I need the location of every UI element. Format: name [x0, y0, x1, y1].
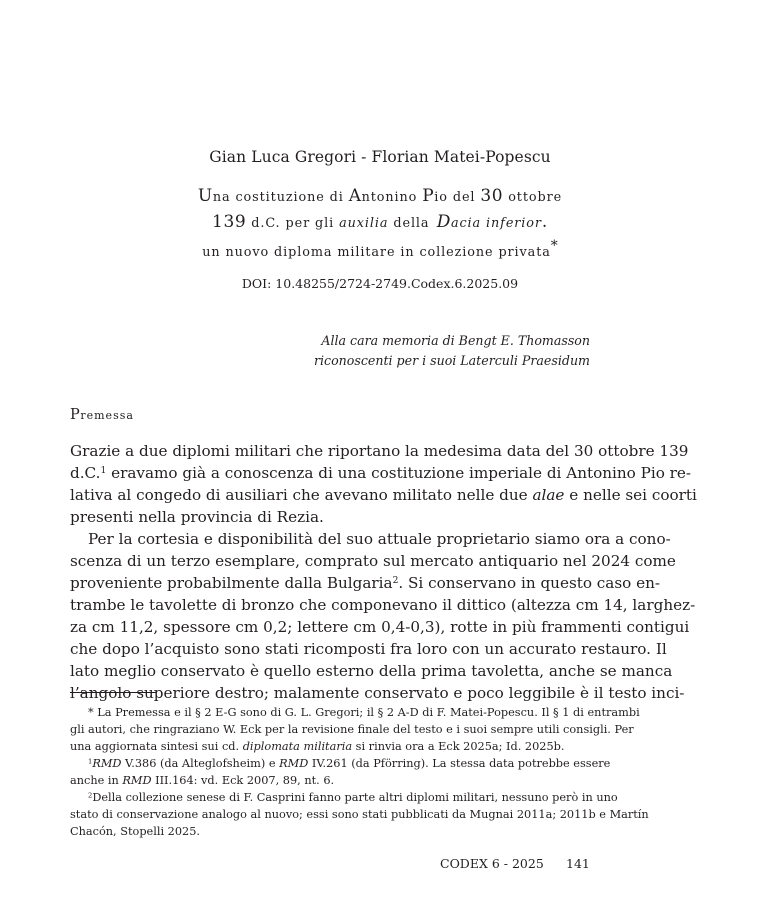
text-fragment: alae — [532, 486, 565, 504]
body-line — [70, 464, 692, 482]
text-fragment: eravamo già a conoscenza di una costituzione imperiale di Antonino Pio re- — [106, 464, 692, 482]
footnote-line: gli autori, che ringraziano W. Eck per la revisione finale del testo e i suoi sempre utili consigli. Per — [70, 723, 634, 736]
body-line — [70, 486, 697, 504]
text-fragment: RMD — [279, 757, 309, 770]
title-fragment: un nuovo diploma militare in collezione privata — [202, 245, 551, 260]
title-fragment: acia — [450, 216, 482, 231]
title-fragment: D — [436, 212, 451, 232]
footnote-ref: 1 — [100, 465, 107, 476]
title-fragment: U — [197, 186, 213, 206]
doi: DOI: 10.48255/2724-2749.Codex.6.2025.09 — [241, 276, 519, 291]
footnote-number: 2 — [88, 791, 93, 800]
title-fragment: per gli — [280, 216, 340, 231]
text-fragment: lativa al congedo di ausiliari che avevano militato nelle due — [70, 486, 533, 504]
title-footnote-marker: * — [550, 238, 558, 254]
title-fragment: P — [422, 186, 435, 206]
footnote-line — [70, 774, 600, 787]
text-fragment: . Si conservano in questo caso en- — [398, 574, 661, 592]
article-title-line-3 — [0, 238, 760, 261]
text-fragment: RMD — [122, 774, 152, 787]
title-fragment: . — [541, 212, 548, 232]
text-fragment: Della collezione senese di F. Casprini fanno parte altri diplomi militari, nessuno però in uno — [92, 791, 618, 804]
dedication-line-1: Alla cara memoria di Bengt E. Thomasson — [321, 333, 590, 348]
text-fragment: diplomata militaria — [242, 740, 353, 753]
footnote-line: * La Premessa e il § 2 E-G sono di G. L. Gregori; il § 2 A-D di F. Matei-Popescu. Il § 1 di entrambi — [88, 706, 640, 719]
heading-fragment: remessa — [80, 409, 134, 422]
body-line: Per la cortesia e disponibilità del suo attuale proprietario siamo ora a cono- — [88, 530, 671, 548]
title-fragment: d.C. — [246, 216, 281, 231]
footnote-ref: 2 — [392, 575, 399, 586]
text-fragment: RMD — [92, 757, 122, 770]
body-line: l’angolo superiore destro; malamente conservato e poco leggibile è il testo inci- — [70, 684, 685, 702]
footnote-line: Chacón, Stopelli 2025. — [70, 825, 201, 838]
title-fragment: 139 — [212, 212, 247, 232]
article-title-line-1 — [0, 186, 760, 206]
text-fragment: V.386 (da Alteglofsheim) e — [121, 757, 280, 770]
text-fragment: si rinvia ora a Eck 2025a; Id. 2025b. — [352, 740, 565, 753]
body-line: za cm 11,2, spessore cm 0,2; lettere cm 0,4-0,3), rotte in più frammenti contigui — [70, 618, 690, 636]
journal-name: CODEX 6 - 2025 — [440, 856, 544, 871]
title-fragment: A — [348, 186, 362, 206]
section-heading — [70, 407, 134, 423]
authors: Gian Luca Gregori - Florian Matei-Popescu — [209, 148, 551, 166]
footnote-separator — [70, 692, 156, 693]
text-fragment: proveniente probabilmente dalla Bulgaria — [70, 574, 393, 592]
footnote-number: 1 — [88, 757, 93, 766]
footnote-line — [70, 791, 618, 804]
title-fragment: io del — [434, 190, 481, 205]
title-fragment: auxilia — [339, 216, 389, 231]
text-fragment: III.164: vd. Eck 2007, 89, nt. 6. — [151, 774, 335, 787]
text-fragment: anche in — [70, 774, 123, 787]
text-fragment: una aggiornata sintesi sui cd. — [70, 740, 243, 753]
title-fragment: ottobre — [503, 190, 563, 205]
footnote-line — [70, 740, 600, 753]
body-line: presenti nella provincia di Rezia. — [70, 508, 324, 526]
title-fragment: inferior — [481, 216, 542, 231]
title-fragment: ntonino — [361, 190, 423, 205]
body-line: trambe le tavolette di bronzo che componevano il dittico (altezza cm 14, larghez- — [70, 596, 696, 614]
text-fragment: IV.261 (da Pförring). La stessa data potrebbe essere — [308, 757, 611, 770]
footnote-line: stato di conservazione analogo al nuovo; essi sono stati pubblicati da Mugnai 2011a; 2011b e Martín — [70, 808, 649, 821]
title-fragment: della — [388, 216, 435, 231]
text-fragment: d.C. — [70, 464, 101, 482]
title-fragment: 30 — [480, 186, 504, 206]
footnote-line — [70, 757, 611, 770]
body-line: lato meglio conservato è quello esterno della prima tavoletta, anche se manca — [70, 662, 673, 680]
page-number: 141 — [566, 856, 590, 871]
body-line: Grazie a due diplomi militari che riportano la medesima data del 30 ottobre 139 — [70, 442, 689, 460]
dedication-line-2: riconoscenti per i suoi Laterculi Praesidum — [314, 353, 590, 368]
body-line — [70, 574, 661, 592]
title-fragment: na costituzione di — [212, 190, 349, 205]
text-fragment: e nelle sei coorti — [564, 486, 697, 504]
body-line: scenza di un terzo esemplare, comprato sul mercato antiquario nel 2024 come — [70, 552, 676, 570]
body-line: che dopo l’acquisto sono stati ricomposti fra loro con un accurato restauro. Il — [70, 640, 667, 658]
article-title-line-2 — [0, 212, 760, 232]
heading-fragment: P — [70, 407, 81, 423]
